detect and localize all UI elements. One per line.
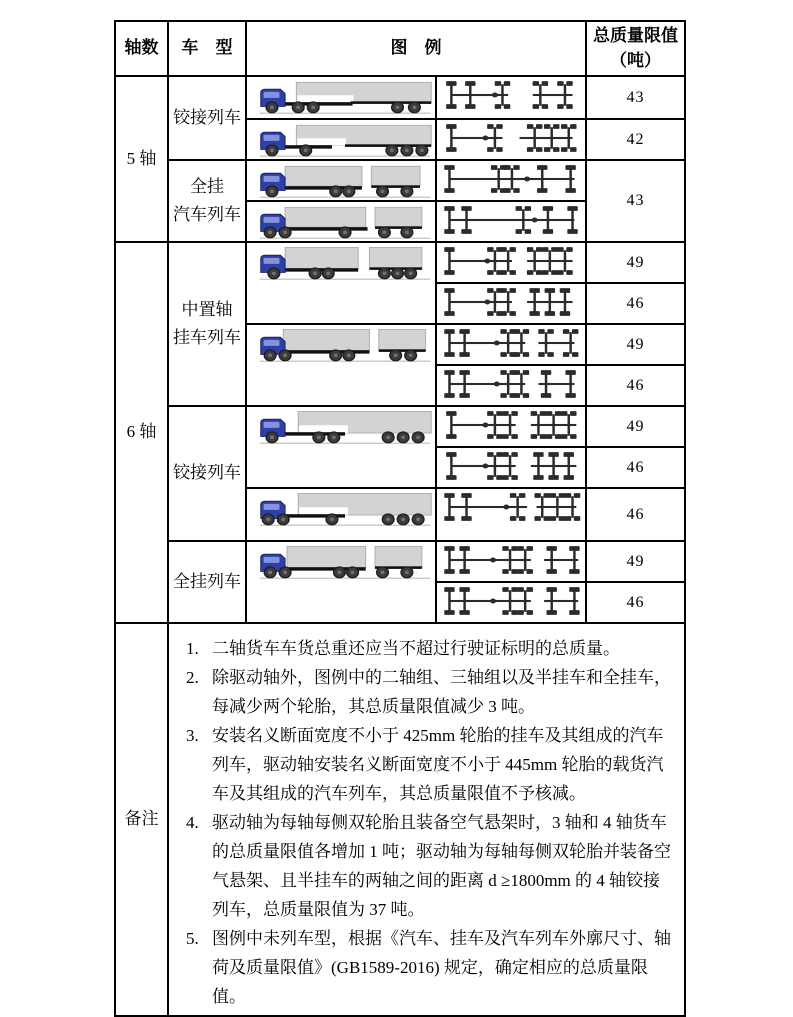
- cell-truck: [246, 541, 436, 623]
- truck-illustration: [247, 407, 435, 446]
- cell-axle-diagram: [436, 582, 586, 623]
- remark-item: [184, 924, 672, 1011]
- limit-value: 46: [586, 582, 685, 623]
- cell-truck: [246, 119, 436, 160]
- header-axle-count: 轴数: [115, 21, 168, 76]
- remark-text: 安装名义断面宽度不小于 425mm 轮胎的挂车及其组成的汽车列车，驱动轴安装名义断面宽度不小于 445mm 轮胎的载货汽车及其组成的汽车列车，其总质量限值不予核减。: [212, 726, 664, 803]
- cell-truck: [246, 76, 436, 119]
- truck-illustration: [247, 489, 435, 528]
- axle-diagram: [437, 120, 585, 159]
- label-line: 中置轴: [181, 299, 233, 319]
- remark-item: [184, 663, 672, 721]
- weight-limit-table: [114, 20, 686, 1017]
- truck-illustration: [247, 161, 435, 200]
- axle-diagram: [437, 161, 585, 200]
- limit-value: 46: [586, 447, 685, 488]
- cell-truck: [246, 242, 436, 324]
- label-full-trailer-train-6: 全挂列车: [168, 541, 246, 623]
- remark-number: 5.: [186, 929, 199, 948]
- header-legend: 图 例: [246, 21, 586, 76]
- truck-illustration: [247, 325, 435, 364]
- limit-value: 49: [586, 541, 685, 582]
- cell-axle-diagram: [436, 76, 586, 119]
- limit-value: 42: [586, 119, 685, 160]
- label-full-trailer-train-5: [168, 160, 246, 242]
- remark-text: 图例中未列车型，根据《汽车、挂车及汽车列车外廓尺寸、轴荷及质量限值》(GB1589-2016) 规定，确定相应的总质量限值。: [212, 929, 671, 1006]
- cell-axle-diagram: [436, 447, 586, 488]
- truck-illustration: [247, 202, 435, 241]
- remark-text: 二轴货车车货总重还应当不超过行驶证标明的总质量。: [212, 639, 620, 658]
- axle-diagram: [437, 202, 585, 241]
- remark-number: 2.: [186, 668, 199, 687]
- truck-illustration: [247, 120, 435, 159]
- header-mass-limit-line2: （吨）: [610, 50, 661, 70]
- remark-number: 1.: [186, 639, 199, 658]
- cell-axle-diagram: [436, 201, 586, 242]
- remark-number: 4.: [186, 813, 199, 832]
- cell-axle-diagram: [436, 242, 586, 283]
- header-mass-limit-line1: 总质量限值: [593, 25, 678, 45]
- axle-diagram: [437, 77, 585, 116]
- remark-text: 除驱动轴外，图例中的二轴组、三轴组以及半挂车和全挂车，每减少两个轮胎，其总质量限值减少 3 吨。: [212, 668, 671, 716]
- axle-diagram: [437, 407, 585, 446]
- limit-value: 46: [586, 283, 685, 324]
- label-line: 挂车列车: [173, 328, 241, 347]
- cell-axle-diagram: [436, 324, 586, 365]
- limit-value: 49: [586, 324, 685, 365]
- limit-value: 46: [586, 365, 685, 406]
- axle-diagram: [437, 325, 585, 364]
- remark-item: [184, 634, 672, 663]
- header-vehicle-type: 车 型: [168, 21, 246, 76]
- remark-number: 3.: [186, 726, 199, 745]
- axle-diagram: [437, 542, 585, 581]
- cell-axle-diagram: [436, 160, 586, 201]
- remark-text: 驱动轴为每轴每侧双轮胎且装备空气悬架时，3 轴和 4 轴货车的总质量限值各增加 1 吨；驱动轴为每轴每侧双轮胎并装备空气悬架、且半挂车的两轴之间的距离 d ≥1800mm 的 4 轴铰接列车，总质量限值为 37 吨。: [212, 813, 671, 919]
- remarks-cell: [168, 623, 685, 1016]
- axle-diagram: [437, 448, 585, 487]
- cell-truck: [246, 488, 436, 541]
- cell-truck: [246, 201, 436, 242]
- remark-item: [184, 721, 672, 808]
- axle-diagram: [437, 583, 585, 622]
- truck-illustration: [247, 542, 435, 581]
- cell-axle-diagram: [436, 541, 586, 582]
- cell-axle-diagram: [436, 283, 586, 324]
- axle-diagram: [437, 489, 585, 528]
- label-line: 汽车列车: [173, 205, 241, 224]
- label-6-axle: 6 轴: [115, 242, 168, 623]
- truck-illustration: [247, 243, 435, 282]
- limit-value: 49: [586, 242, 685, 283]
- cell-axle-diagram: [436, 406, 586, 447]
- label-articulated-train-6: 铰接列车: [168, 406, 246, 541]
- cell-truck: [246, 160, 436, 201]
- label-articulated-train-5: 铰接列车: [168, 76, 246, 160]
- truck-illustration: [247, 77, 435, 116]
- limit-value: 49: [586, 406, 685, 447]
- limit-value: 46: [586, 488, 685, 541]
- limit-value: 43: [586, 160, 685, 242]
- cell-truck: [246, 406, 436, 488]
- remark-item: [184, 808, 672, 924]
- label-remarks: 备注: [115, 623, 168, 1016]
- limit-value: 43: [586, 76, 685, 119]
- cell-axle-diagram: [436, 488, 586, 541]
- cell-truck: [246, 324, 436, 406]
- label-center-axle-trailer-train: [168, 242, 246, 406]
- cell-axle-diagram: [436, 365, 586, 406]
- axle-diagram: [437, 243, 585, 282]
- cell-axle-diagram: [436, 119, 586, 160]
- header-mass-limit: [586, 21, 685, 76]
- axle-diagram: [437, 366, 585, 405]
- axle-diagram: [437, 284, 585, 323]
- label-5-axle: 5 轴: [115, 76, 168, 242]
- label-line: 全挂: [190, 176, 224, 196]
